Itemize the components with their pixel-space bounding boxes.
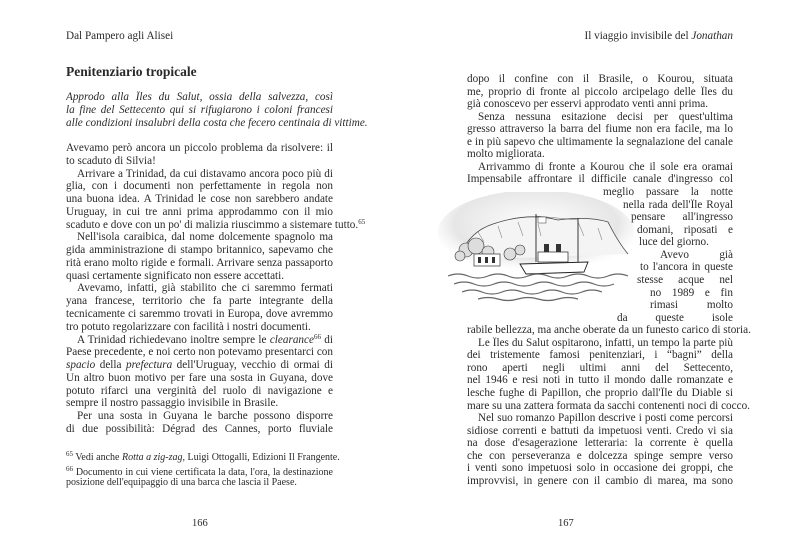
text-line xyxy=(467,173,733,186)
text-line xyxy=(467,136,733,149)
italic-run: Approdo alla Îles du Salut, ossia della salvezza, così xyxy=(66,91,333,103)
ship-illustration xyxy=(438,192,634,304)
text-run: Arrivare a Trinidad, da cui distavamo ancora poco più di xyxy=(77,167,333,180)
text-line xyxy=(66,193,333,206)
text-line xyxy=(478,111,733,124)
text-run: rabile bellezza, ma anche oberate da un funesto carico di storia. xyxy=(467,324,751,337)
text-line xyxy=(66,155,333,168)
text-run: molto migliorata. xyxy=(467,148,545,161)
text-line xyxy=(467,475,733,488)
text-run: no 1989 e fin xyxy=(650,286,733,299)
text-line xyxy=(467,86,733,99)
text-line xyxy=(66,206,333,219)
running-head-italic: Jonathan xyxy=(691,30,733,42)
page-number-left: 166 xyxy=(192,518,208,529)
text-run: sempre il nostro passaggio invisibile in Brasile. xyxy=(66,397,279,410)
text-run: Avevo già xyxy=(660,248,733,261)
text-run: quasi certamente significato non essere accettati. xyxy=(66,269,285,282)
italic-run: spacio xyxy=(66,359,96,372)
text-line xyxy=(467,148,733,161)
text-line xyxy=(66,91,333,104)
text-line xyxy=(467,399,750,413)
text-run: sidiose correnti e battuti da impetuosi venti. Credo vi sia xyxy=(467,424,733,437)
text-line xyxy=(66,423,333,436)
text-run: Vedi anche xyxy=(73,452,122,463)
text-run: nel 1946 e resi noti in tutto il mondo dalle romanzate e xyxy=(467,374,733,387)
text-run: scaduto e dove con un po' di malizia riuscimmo a sistemare tutto. xyxy=(66,218,359,231)
text-line xyxy=(478,337,733,350)
italic-run: prefectura xyxy=(125,359,173,372)
text-line xyxy=(66,397,333,410)
text-line xyxy=(66,257,333,270)
text-run: na dose d'esagerazione letteraria: la corrente è quella xyxy=(467,437,733,450)
text-run: Senza nessuna esitazione decisi per quest'ultima xyxy=(478,110,733,123)
text-run: nella rada dell'Île Royal xyxy=(623,198,733,211)
text-line xyxy=(66,142,333,155)
italic-run: alle condizioni insalubri della costa che fecero centinaia di vittime. xyxy=(66,117,368,129)
text-line xyxy=(467,387,733,400)
italic-run: la fine del Settecento qui si rifugiarono i coloni francesi xyxy=(66,104,333,116)
text-line xyxy=(66,372,333,385)
text-run: rimasi molto xyxy=(650,299,733,312)
text-line xyxy=(66,244,333,257)
chapter-title: Penitenziario tropicale xyxy=(66,64,197,79)
text-run: pensare all'ingresso xyxy=(631,211,733,224)
text-line xyxy=(640,261,733,274)
text-line xyxy=(66,180,333,193)
text-line xyxy=(467,123,733,136)
text-run: tecnicamente ci saremmo trovati in Europa, dove avremmo xyxy=(66,308,333,320)
text-run: Paese precedente, e noi certo non potevamo presentarci con xyxy=(66,346,333,359)
text-line xyxy=(637,274,733,287)
text-run: dopo il confine con il Brasile, o Kourou, situata xyxy=(467,73,733,85)
text-line xyxy=(77,410,333,423)
footnote-ref: 65 xyxy=(66,450,73,458)
text-line xyxy=(467,374,733,387)
text-run: gresso attraverso la barra del fiume non era facile, ma lo xyxy=(467,123,733,136)
text-line xyxy=(66,476,333,489)
text-line xyxy=(467,349,733,362)
text-line xyxy=(637,224,733,237)
text-line xyxy=(467,437,733,450)
text-run: Avevamo però ancora un piccolo problema da risolvere: il xyxy=(66,142,333,154)
text-run: che con perseveranza e dolcezza spinge sempre verso xyxy=(467,449,733,462)
text-run: posizione dell'equipaggio di una barca che lascia il Paese. xyxy=(66,477,297,488)
text-run: improvvisi, in genere con il cambio di marea, ma sono xyxy=(467,474,733,487)
text-run: gida amministrazione di stampo britannico, sapevamo che xyxy=(66,244,333,257)
text-run: da queste isole xyxy=(617,311,733,324)
italic-run: clearance xyxy=(269,333,314,346)
text-run: Documento in cui viene certificata la data, l'ora, la destinazione xyxy=(75,467,333,478)
text-line xyxy=(66,346,333,359)
text-line xyxy=(66,308,333,321)
text-run: una buona idea. A Trinidad le cose non sarebbero andate xyxy=(66,193,333,206)
text-line xyxy=(660,249,733,262)
running-head-text: Il viaggio invisibile del xyxy=(584,30,692,42)
text-line xyxy=(478,161,733,174)
text-line xyxy=(66,270,333,283)
text-run: della xyxy=(95,359,126,372)
text-line xyxy=(77,231,333,244)
text-line xyxy=(66,295,333,308)
text-run: già conoscevo per esservi approdato venti anni prima. xyxy=(467,98,709,111)
text-line xyxy=(467,425,733,438)
text-run: Nell'isola caraibica, dal nome dolcemente spagnolo ma xyxy=(77,231,333,244)
text-run: tro potuto regolarizzare con facilità i nostri documenti. xyxy=(66,320,311,333)
text-line xyxy=(478,412,733,425)
text-line xyxy=(623,199,733,212)
text-run: yana francese, territorio che fa parte integrante della xyxy=(66,295,333,308)
text-run: Avevamo, infatti, già stabilito che ci saremmo fermati xyxy=(77,282,333,295)
text-run: glia, con i documenti non perfettamente in regola non xyxy=(66,180,333,193)
text-run: di xyxy=(324,333,333,346)
text-run: e in più sapevo che ultimamente la segnalazione del canale xyxy=(467,135,733,148)
text-run: stesse acque nel xyxy=(637,273,733,286)
text-line xyxy=(66,450,340,464)
text-line xyxy=(467,362,733,375)
text-line xyxy=(66,359,333,372)
text-line xyxy=(77,282,333,295)
text-run: , Luigi Ottogalli, Edizioni Il Frangente. xyxy=(182,452,340,463)
text-run: Uruguay, in cui tre anni prima approdammo con il mio xyxy=(66,205,333,218)
text-run: luce del giorno. xyxy=(639,236,709,249)
text-run: Arrivammo di fronte a Kourou che il sole era oramai xyxy=(478,160,733,173)
footnote-ref: 65 xyxy=(358,217,366,226)
text-line xyxy=(66,104,333,117)
page-number-right: 167 xyxy=(558,518,574,529)
text-run: to l'ancora in queste xyxy=(640,261,733,274)
footnote-ref: 66 xyxy=(66,466,73,473)
text-run: mare su una zattera formata da sacchi contenenti noci di cocco. xyxy=(467,399,750,412)
text-run: dei tristemente famosi penitenziari, i “bagni” della xyxy=(467,349,733,362)
text-line xyxy=(639,236,733,249)
text-run: lesche fughe di Papillon, che proprio dall'Île du Diable si xyxy=(467,387,733,399)
text-run: rono aperti negli ultimi anni del Settecento, xyxy=(467,361,733,374)
text-line xyxy=(66,321,333,334)
text-run: potuto rifarci una verginità del ruolo di navigazione e xyxy=(66,384,333,397)
text-line xyxy=(617,312,733,325)
text-run: di due possibilità: Dégrad des Cannes, porto fluviale xyxy=(66,422,333,435)
text-run: rità erano molto rigide e formali. Arrivare senza passaporto xyxy=(66,256,333,269)
running-head-right xyxy=(584,30,733,42)
footnote-ref: 66 xyxy=(313,333,321,341)
text-run: dell'Uruguay, vecchio di ormai di xyxy=(176,359,333,372)
text-line xyxy=(77,168,333,181)
text-line xyxy=(467,462,733,475)
text-line xyxy=(66,117,368,130)
text-line xyxy=(650,287,733,300)
text-line xyxy=(650,299,733,312)
text-run: meglio passare la notte xyxy=(603,186,733,199)
text-line xyxy=(631,211,733,224)
text-line xyxy=(467,450,733,463)
text-run: to scaduto di Silvia! xyxy=(66,154,156,167)
text-run: me, proprio di fronte al piccolo arcipelago delle Îles du xyxy=(467,85,733,98)
text-run: A Trinidad richiedevano inoltre sempre le xyxy=(77,333,270,346)
text-line xyxy=(66,385,333,398)
text-line xyxy=(467,73,733,86)
text-run: domani, riposati e xyxy=(637,223,733,236)
text-line xyxy=(467,98,733,111)
text-line xyxy=(66,217,366,232)
italic-run: Rotta a zig-zag xyxy=(121,452,183,463)
text-run: Un altro buon motivo per fare una sosta in Guyana, dove xyxy=(66,371,333,384)
text-run: Nel suo romanzo Papillon descrive i posti come percorsi xyxy=(478,412,733,425)
text-run: Per una sosta in Guyana le barche possono disporre xyxy=(77,410,333,423)
text-run: Le Îles du Salut ospitarono, infatti, un tempo la parte più xyxy=(478,336,733,349)
text-line xyxy=(77,334,333,347)
text-run: Impensabile affrontare il difficile canale d'ingresso col xyxy=(467,173,733,186)
text-line xyxy=(467,324,751,337)
running-head-left: Dal Pampero agli Alisei xyxy=(66,30,174,42)
text-run: i venti sono impetuosi solo in occasione dei groppi, che xyxy=(467,462,733,475)
